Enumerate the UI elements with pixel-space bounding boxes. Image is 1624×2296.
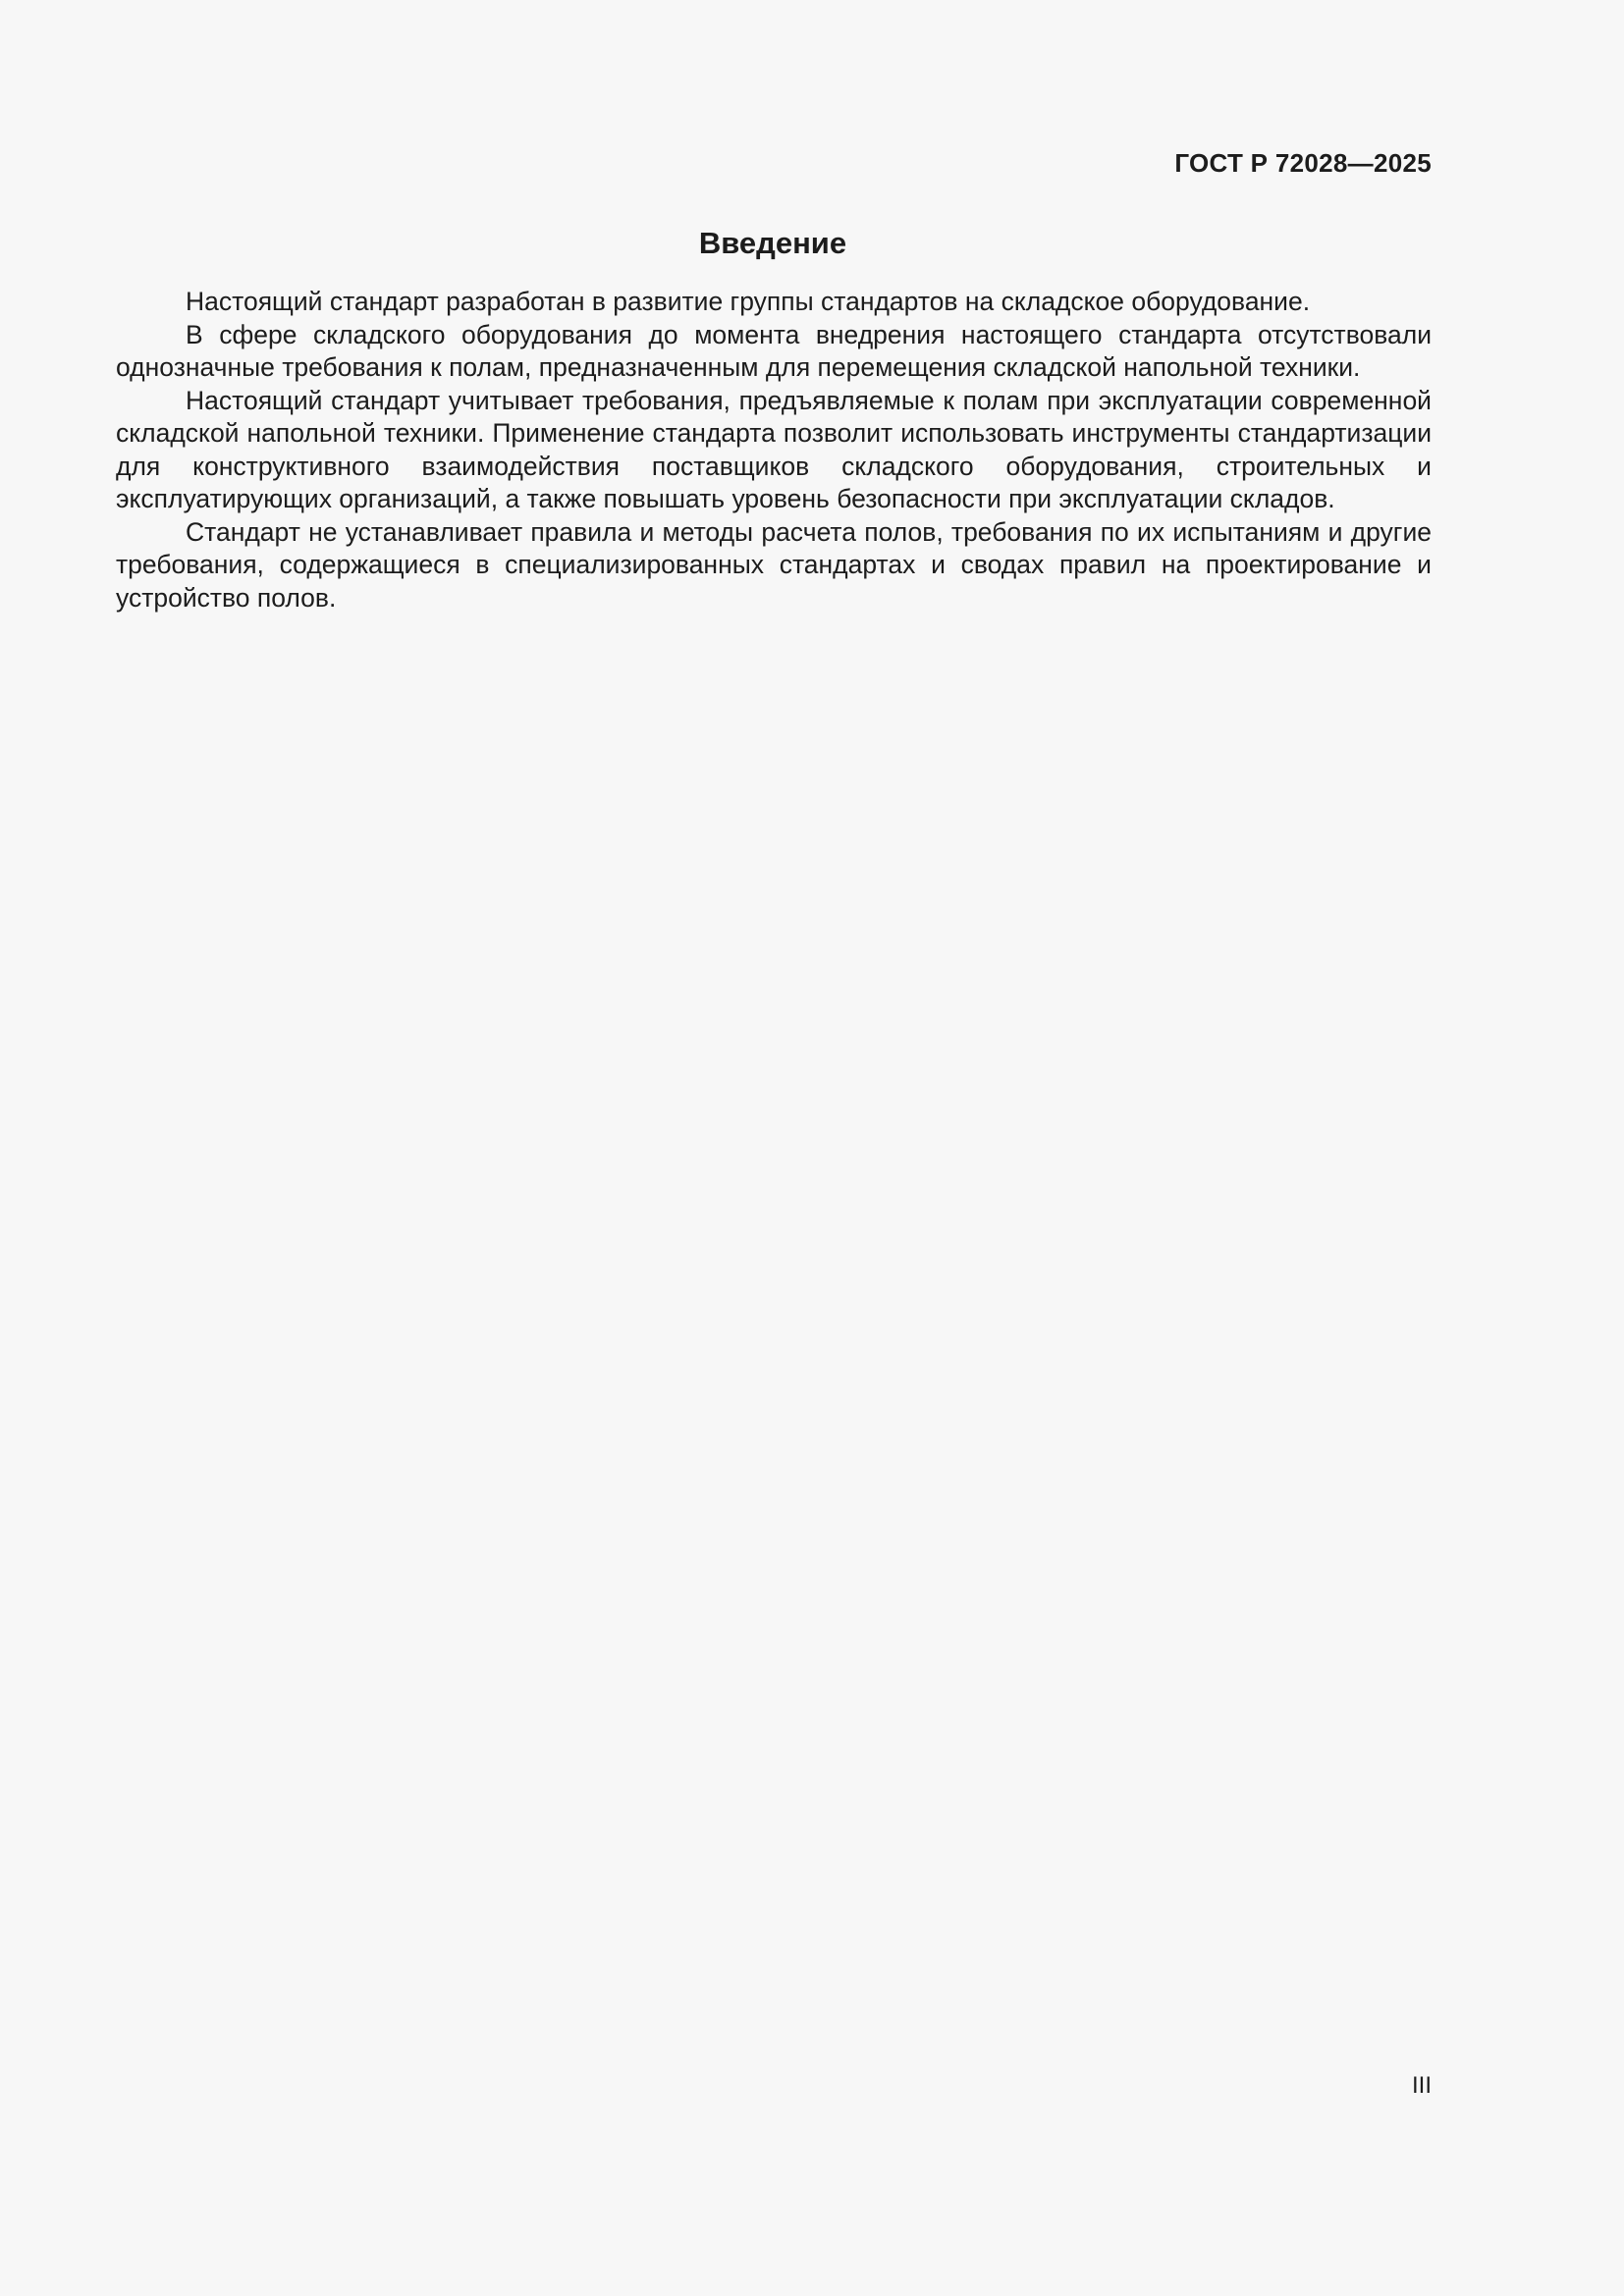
paragraph: Настоящий стандарт учитывает требования, предъявляемые к полам при эксплуатации современной складской напольной техники. Применение стандарта позволит использовать инструменты стандартизации для конструктивного взаимодействия поставщиков складского оборудования, строительных и эксплуатирующих организаций, а также повышать уровень безопасности при эксплуатации складов. — [116, 385, 1432, 513]
page-number: III — [1411, 2072, 1432, 2099]
document-code: ГОСТ Р 72028—2025 — [1174, 148, 1432, 178]
section-title: Введение — [698, 226, 847, 260]
paragraph: В сфере складского оборудования до момента внедрения настоящего стандарта отсутствовали однозначные требования к полам, предназначенным для перемещения складской напольной техники. — [116, 319, 1432, 382]
paragraph: Настоящий стандарт разработан в развитие группы стандартов на складское оборудование. — [186, 287, 1311, 316]
paragraph: Стандарт не устанавливает правила и методы расчета полов, требования по их испытаниям и другие требования, содержащиеся в специализированных стандартах и сводах правил на проектирование и устройство полов. — [116, 516, 1432, 613]
section-body — [116, 286, 1432, 614]
